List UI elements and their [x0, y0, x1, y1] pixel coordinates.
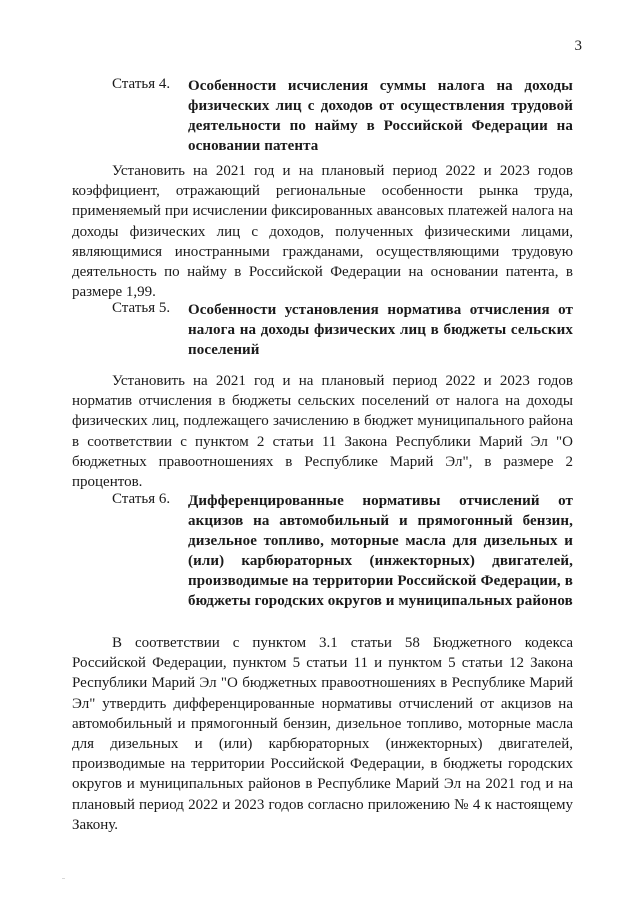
article-6-heading	[72, 491, 573, 611]
article-4-label: Статья 4.	[112, 76, 171, 92]
article-4-section	[72, 161, 573, 302]
article-4-heading	[72, 76, 573, 156]
article-5-body: Установить на 2021 год и на плановый период 2022 и 2023 годов норматив отчисления в бюджеты сельских поселений от налога на доходы физических лиц, подлежащего зачислению в бюджет муниципального района в соответствии с пунктом 2 статьи 11 Закона Республики Марий Эл "О бюджетных правоотношениях в Республике Марий Эл", в размере 2 процентов.	[72, 373, 573, 491]
article-6-body: В соответствии с пунктом 3.1 статьи 58 Бюджетного кодекса Российской Федерации, пунктом 5 статьи 11 и пунктом 5 статьи 12 Закона Республики Марий Эл "О бюджетных правоотношениях в Республике Марий Эл" утвердить дифференцированные нормативы отчислений от акцизов на автомобильный и прямогонный бензин, дизельное топливо, моторные масла для дизельных и (или) карбюраторных (инжекторных) двигателей, производимые на территории Российской Федерации, в бюджеты городских округов и муниципальных районов в Республике Марий Эл на 2021 год и на плановый период 2022 и 2023 годов согласно приложению № 4 к настоящему Закону.	[72, 635, 573, 833]
article-5-section	[72, 371, 573, 492]
article-6-section	[72, 633, 573, 835]
article-4-body: Установить на 2021 год и на плановый период 2022 и 2023 годов коэффициент, отражающий региональные особенности рынка труда, применяемый при исчислении фиксированных авансовых платежей налога на доходы физических лиц с доходов, полученных физическими лицами, являющимися иностранными гражданами, осуществляющими трудовую деятельность по найму в Российской Федерации на основании патента, в размере 1,99.	[72, 163, 573, 301]
article-4-title: Особенности исчисления суммы налога на доходы физических лиц с доходов от осуществления трудовой деятельности по найму в Российской Федерации на основании патента	[188, 78, 573, 154]
article-6-label: Статья 6.	[112, 491, 171, 507]
article-5-label: Статья 5.	[112, 300, 171, 316]
article-5-title: Особенности установления норматива отчисления от налога на доходы физических лиц в бюджеты сельских поселений	[188, 302, 573, 358]
page-number: 3	[574, 38, 582, 54]
article-5-heading	[72, 300, 573, 360]
scan-artifact	[62, 878, 65, 879]
article-6-title: Дифференцированные нормативы отчислений от акцизов на автомобильный и прямогонный бензин, дизельное топливо, моторные масла для дизельных и (или) карбюраторных (инжекторных) двигателей, производимые на территории Российской Федерации, в бюджеты городских округов и муниципальных районов	[188, 493, 573, 609]
